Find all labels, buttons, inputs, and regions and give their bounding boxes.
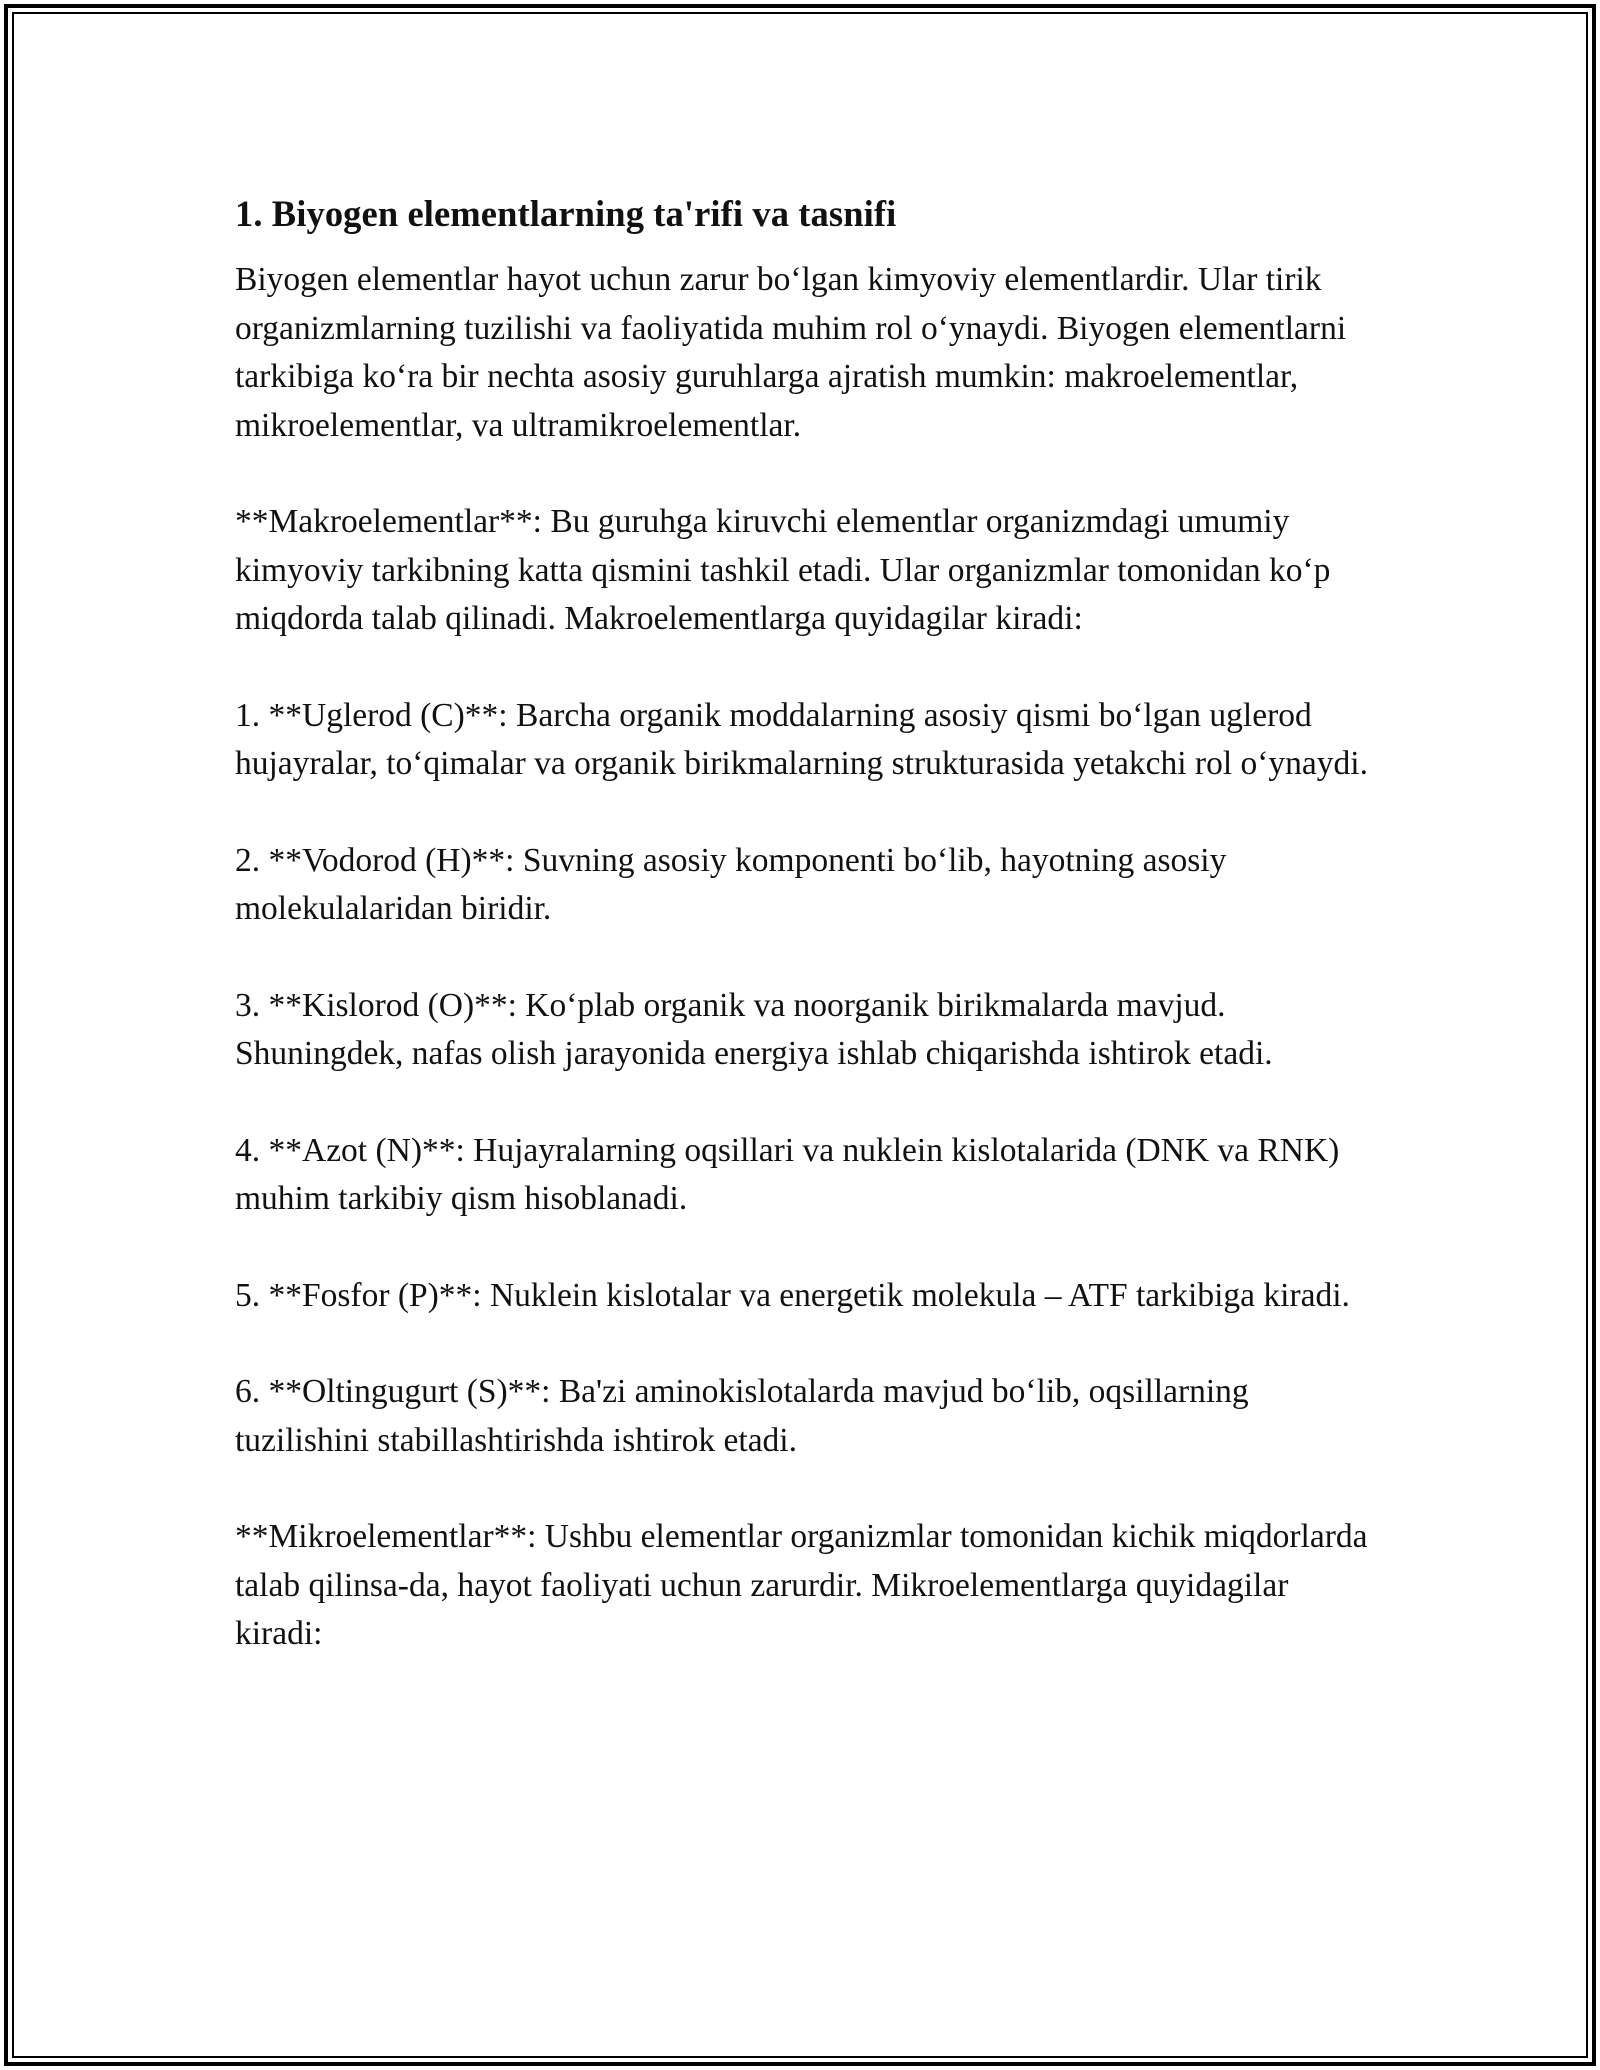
paragraph-microelements: **Mikroelementlar**: Ushbu elementlar organizmlar tomonidan kichik miqdorlarda talab qilinsa-da, hayot faoliyati uchun zarurdir. Mikroelementlarga quyidagilar kiradi: — [235, 1518, 1368, 1652]
list-item-phosphorus: 5. **Fosfor (P)**: Nuklein kislotalar va energetik molekula – ATF tarkibiga kiradi. — [235, 1276, 1350, 1314]
paragraph-intro: Biyogen elementlar hayot uchun zarur bo‘lgan kimyoviy elementlardir. Ular tirik organizmlarning tuzilishi va faoliyatida muhim rol o‘ynaydi. Biyogen elementlarni tarkibiga ko‘ra bir nechta asosiy guruhlarga ajratish mumkin: makroelementlar, mikroelementlar, va ultramikroelementlar. — [235, 261, 1347, 444]
list-item-hydrogen: 2. **Vodorod (H)**: Suvning asosiy komponenti bo‘lib, hayotning asosiy molekulalaridan biridir. — [235, 841, 1227, 927]
list-item-carbon: 1. **Uglerod (C)**: Barcha organik moddalarning asosiy qismi bo‘lgan uglerod hujayralar, to‘qimalar va organik birikmalarning strukturasida yetakchi rol o‘ynaydi. — [235, 696, 1368, 782]
list-item-nitrogen: 4. **Azot (N)**: Hujayralarning oqsillari va nuklein kislotalarida (DNK va RNK) muhim tarkibiy qism hisoblanadi. — [235, 1131, 1340, 1217]
section-heading: 1. Biyogen elementlarning ta'rifi va tasnifi — [235, 193, 897, 234]
list-item-sulfur: 6. **Oltingugurt (S)**: Ba'zi aminokislotalarda mavjud bo‘lib, oqsillarning tuzilishini stabillashtirishda ishtirok etadi. — [235, 1373, 1249, 1459]
document-body — [235, 186, 1375, 1659]
list-item-oxygen: 3. **Kislorod (O)**: Ko‘plab organik va noorganik birikmalarda mavjud. Shuningdek, nafas olish jarayonida energiya ishlab chiqarishda ishtirok etadi. — [235, 986, 1273, 1072]
paragraph-macroelements: **Makroelementlar**: Bu guruhga kiruvchi elementlar organizmdagi umumiy kimyoviy tarkibning katta qismini tashkil etadi. Ular organizmlar tomonidan ko‘p miqdorda talab qilinadi. Makroelementlarga quyidagilar kiradi: — [235, 503, 1331, 637]
